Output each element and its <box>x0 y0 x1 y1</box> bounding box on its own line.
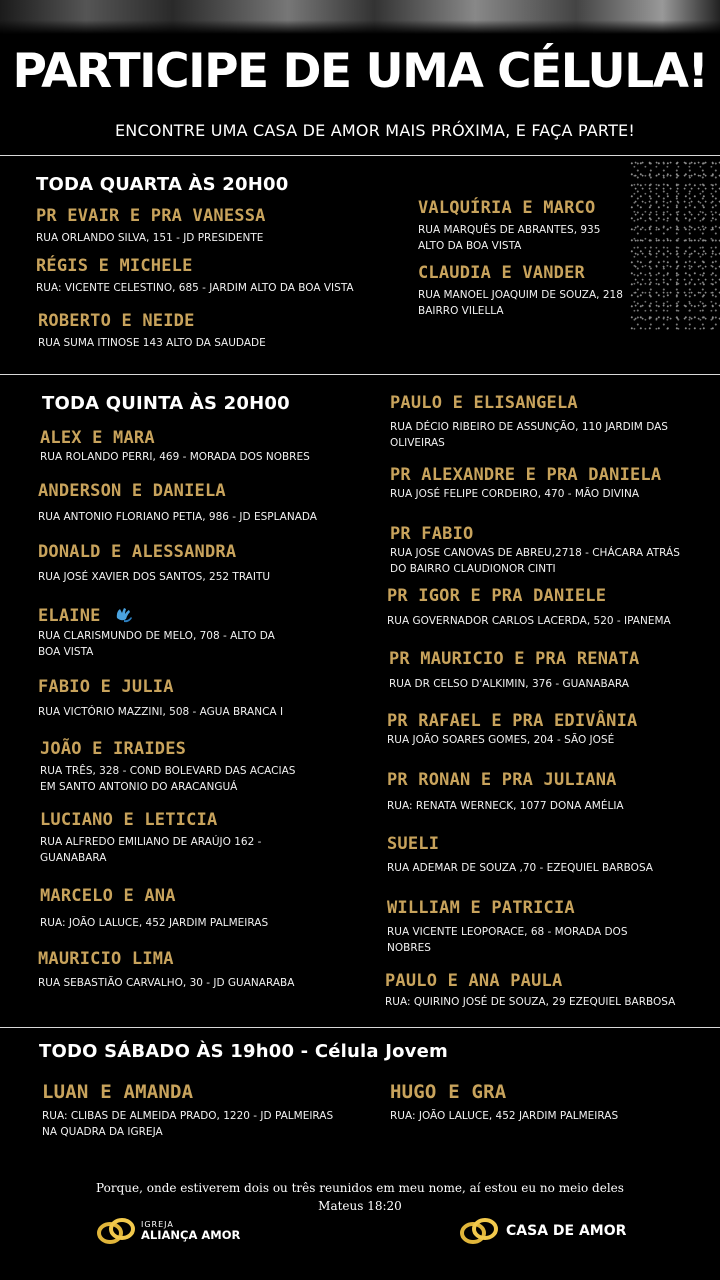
cell-name: PR MAURICIO E PRA RENATA <box>389 649 640 669</box>
cell-entry <box>387 710 637 748</box>
cell-entry <box>390 464 661 502</box>
cell-entry <box>387 585 671 629</box>
divider <box>0 1027 720 1028</box>
cell-address: RUA JOSÉ FELIPE CORDEIRO, 470 - MÃO DIVINA <box>390 488 640 500</box>
cell-entry <box>40 738 295 795</box>
cell-address: RUA CLARISMUNDO DE MELO, 708 - ALTO DA BOA VISTA <box>38 630 275 658</box>
cell-name: ROBERTO E NEIDE <box>38 311 195 331</box>
cell-name: MAURICIO LIMA <box>38 949 174 969</box>
cell-address: RUA JOÃO SOARES GOMES, 204 - SÃO JOSÉ <box>387 734 615 746</box>
day-heading-saturday: TODO SÁBADO ÀS 19h00 - Célula Jovem <box>39 1041 448 1062</box>
cell-name: MARCELO E ANA <box>40 886 176 906</box>
cell-name: PR EVAIR E PRA VANESSA <box>36 206 266 226</box>
cell-entry <box>385 970 675 1010</box>
cell-entry <box>390 523 680 577</box>
cell-address: RUA GOVERNADOR CARLOS LACERDA, 520 - IPANEMA <box>387 615 671 627</box>
divider <box>0 374 720 375</box>
bible-quote <box>0 1179 720 1215</box>
cell-entry <box>390 392 668 451</box>
cell-address: RUA: CLIBAS DE ALMEIDA PRADO, 1220 - JD PALMEIRAS NA QUADRA DA IGREJA <box>42 1110 334 1138</box>
cell-name: LUAN E AMANDA <box>42 1081 194 1103</box>
cell-name: HUGO E GRA <box>390 1081 507 1103</box>
header-photo <box>0 0 720 34</box>
day-heading-wednesday: TODA QUARTA ÀS 20H00 <box>36 174 289 195</box>
page-subtitle: ENCONTRE UMA CASA DE AMOR MAIS PRÓXIMA, E FAÇA PARTE! <box>115 121 635 140</box>
cell-address: RUA: RENATA WERNECK, 1077 DONA AMÉLIA <box>387 800 624 812</box>
cell-entry <box>387 833 653 876</box>
cell-entry <box>387 897 627 956</box>
cell-name: DONALD E ALESSANDRA <box>38 542 237 562</box>
cell-entry <box>36 205 266 246</box>
cell-name: PR ALEXANDRE E PRA DANIELA <box>390 465 662 485</box>
cell-address: RUA JOSE CANOVAS DE ABREU,2718 - CHÁCARA ATRÁS DO BAIRRO CLAUDIONOR CINTI <box>390 547 680 575</box>
cell-name: PR FABIO <box>390 524 474 544</box>
cell-address: RUA ROLANDO PERRI, 469 - MORADA DOS NOBRES <box>40 451 310 463</box>
cell-name: ELAINE <box>38 606 101 626</box>
cell-address: RUA ORLANDO SILVA, 151 - JD PRESIDENTE <box>36 232 264 244</box>
logo-right-text: CASA DE AMOR <box>506 1223 627 1239</box>
cell-entry <box>390 1081 618 1124</box>
cell-address: RUA: VICENTE CELESTINO, 685 - JARDIM ALTO DA BOA VISTA <box>36 282 354 294</box>
cell-name: LUCIANO E LETICIA <box>40 810 218 830</box>
rings-icon <box>95 1216 139 1246</box>
cell-address: RUA: QUIRINO JOSÉ DE SOUZA, 29 EZEQUIEL BARBOSA <box>385 996 676 1008</box>
cell-name: PR IGOR E PRA DANIELE <box>387 586 607 606</box>
cell-entry <box>38 310 266 351</box>
cell-address: RUA MARQUÊS DE ABRANTES, 935 ALTO DA BOA VISTA <box>418 224 601 252</box>
cell-name: JOÃO E IRAIDES <box>40 739 187 759</box>
cell-name: ANDERSON E DANIELA <box>38 481 226 501</box>
cell-address: RUA TRÊS, 328 - COND BOLEVARD DAS ACACIAS EM SANTO ANTONIO DO ARACANGUÁ <box>40 765 296 793</box>
cell-entry <box>387 769 624 814</box>
cell-entry <box>38 948 294 991</box>
cell-name: WILLIAM E PATRICIA <box>387 898 575 918</box>
cell-entry <box>40 809 261 866</box>
sign-language-icon <box>114 604 134 624</box>
day-heading-thursday: TODA QUINTA ÀS 20H00 <box>42 393 290 414</box>
page-title: PARTICIPE DE UMA CÉLULA! <box>12 44 708 99</box>
logo-casa-de-amor <box>458 1216 626 1246</box>
cell-entry <box>38 480 317 525</box>
cell-name: PR RONAN E PRA JULIANA <box>387 770 617 790</box>
cell-entry <box>38 541 270 585</box>
cell-entry <box>36 255 354 296</box>
cell-name: CLAUDIA E VANDER <box>418 263 585 283</box>
divider <box>0 155 720 156</box>
cell-address: RUA: JOÃO LALUCE, 452 JARDIM PALMEIRAS <box>390 1110 619 1122</box>
cell-name: SUELI <box>387 834 440 854</box>
cell-name: PAULO E ANA PAULA <box>385 971 563 991</box>
cell-entry <box>389 648 639 692</box>
logo-left-small-text: IGREJA <box>141 1220 174 1229</box>
cell-address: RUA JOSÉ XAVIER DOS SANTOS, 252 TRAITU <box>38 571 271 583</box>
logo-left-big-text: ALIANÇA AMOR <box>141 1228 241 1242</box>
cell-address: RUA VICTÓRIO MAZZINI, 508 - AGUA BRANCA I <box>38 706 284 718</box>
cell-address: RUA MANOEL JOAQUIM DE SOUZA, 218 BAIRRO VILELLA <box>418 289 623 317</box>
cell-entry <box>418 262 623 319</box>
cell-name: RÉGIS E MICHELE <box>36 256 193 276</box>
cell-address: RUA ALFREDO EMILIANO DE ARAÚJO 162 - GUANABARA <box>40 836 262 864</box>
cell-name: PAULO E ELISANGELA <box>390 393 578 413</box>
cell-address: RUA: JOÃO LALUCE, 452 JARDIM PALMEIRAS <box>40 917 269 929</box>
cell-entry <box>418 197 600 254</box>
cell-name: ALEX E MARA <box>40 428 155 448</box>
rings-icon <box>458 1216 502 1246</box>
star-decoration <box>630 160 720 330</box>
logo-alianca-amor <box>95 1216 240 1246</box>
cell-entry <box>40 427 310 465</box>
cell-address: RUA DÉCIO RIBEIRO DE ASSUNÇÃO, 110 JARDIM DAS OLIVEIRAS <box>390 421 668 449</box>
cell-name: PR RAFAEL E PRA EDIVÂNIA <box>387 711 638 731</box>
cell-entry <box>40 885 268 931</box>
cell-name: FABIO E JULIA <box>38 677 174 697</box>
cell-entry <box>38 676 283 720</box>
cell-address: RUA SEBASTIÃO CARVALHO, 30 - JD GUANARABA <box>38 977 295 989</box>
quote-text: Porque, onde estiverem dois ou três reunidos em meu nome, aí estou eu no meio deles <box>96 1181 624 1195</box>
quote-reference: Mateus 18:20 <box>318 1199 402 1213</box>
cell-address: RUA DR CELSO D'ALKIMIN, 376 - GUANABARA <box>389 678 629 690</box>
cell-name: VALQUÍRIA E MARCO <box>418 198 596 218</box>
cell-entry <box>42 1081 333 1140</box>
cell-address: RUA ADEMAR DE SOUZA ,70 - EZEQUIEL BARBOSA <box>387 862 653 874</box>
cell-address: RUA VICENTE LEOPORACE, 68 - MORADA DOS NOBRES <box>387 926 628 954</box>
cell-address: RUA SUMA ITINOSE 143 ALTO DA SAUDADE <box>38 337 266 349</box>
cell-entry <box>38 604 275 660</box>
cell-address: RUA ANTONIO FLORIANO PETIA, 986 - JD ESPLANADA <box>38 511 317 523</box>
